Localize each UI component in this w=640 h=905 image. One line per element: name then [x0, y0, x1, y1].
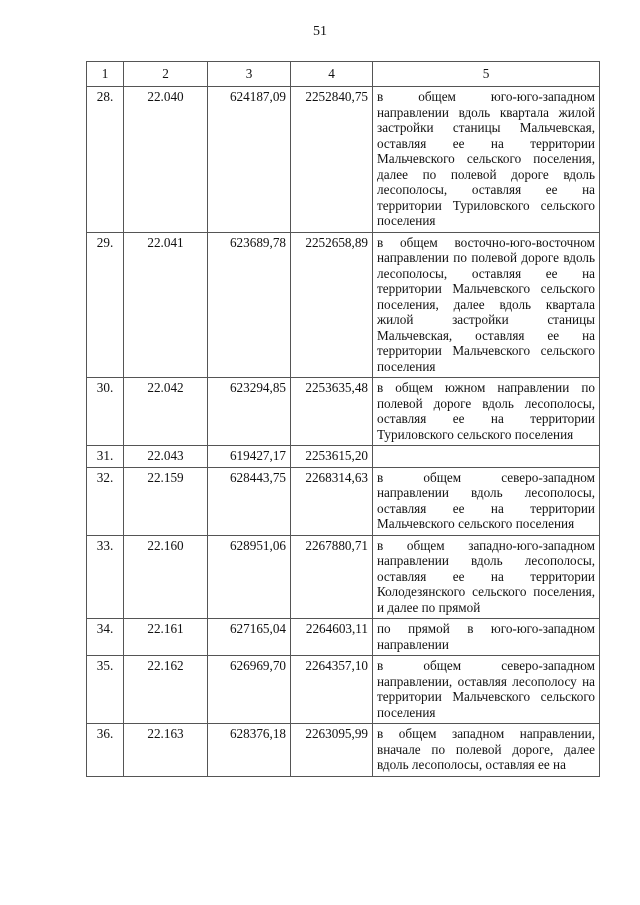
- x-coordinate: 628443,75: [208, 467, 291, 535]
- y-coordinate: 2253635,48: [291, 378, 373, 446]
- column-header-number: 1: [87, 62, 124, 87]
- boundary-description: [373, 446, 600, 468]
- table-row: [87, 378, 600, 446]
- y-coordinate: 2268314,63: [291, 467, 373, 535]
- x-coordinate: 627165,04: [208, 619, 291, 656]
- boundary-description: в общем северо-западном направлении, оставляя лесополосу на территории Мальчевского сельского поселения: [373, 656, 600, 724]
- row-number: 31.: [87, 446, 124, 468]
- column-header-x-coordinate: 3: [208, 62, 291, 87]
- column-header-description: 5: [373, 62, 600, 87]
- row-number: 30.: [87, 378, 124, 446]
- x-coordinate: 623294,85: [208, 378, 291, 446]
- table-row: [87, 467, 600, 535]
- row-number: 33.: [87, 535, 124, 619]
- boundary-description: в общем южном направлении по полевой дороге вдоль лесополосы, оставляя ее на территории Туриловского сельского поселения: [373, 378, 600, 446]
- table-row: [87, 232, 600, 378]
- y-coordinate: 2267880,71: [291, 535, 373, 619]
- table-row: [87, 724, 600, 777]
- boundary-description: в общем восточно-юго-восточном направлении по полевой дороге вдоль лесополосы, оставляя ее на территории Мальчевского сельского поселения, далее вдоль квартала жилой застройки станицы Мальчевская, оставляя ее на территории Мальчевского сельского поселения: [373, 232, 600, 378]
- y-coordinate: 2264603,11: [291, 619, 373, 656]
- column-header-y-coordinate: 4: [291, 62, 373, 87]
- point-code: 22.162: [124, 656, 208, 724]
- boundary-description: в общем северо-западном направлении вдоль лесополосы, оставляя ее на территории Мальчевского сельского поселения: [373, 467, 600, 535]
- x-coordinate: 626969,70: [208, 656, 291, 724]
- boundary-description: в общем западно-юго-западном направлении вдоль лесополосы, оставляя ее на территории Колодезянского сельского поселения, и далее по прямой: [373, 535, 600, 619]
- table-row: [87, 535, 600, 619]
- boundary-description: в общем юго-юго-западном направлении вдоль квартала жилой застройки станицы Мальчевская, оставляя ее на территории Мальчевского сельского поселения, далее по полевой дороге вдоль лесополосы, оставляя ее на территории Туриловского сельского поселения: [373, 87, 600, 233]
- point-code: 22.161: [124, 619, 208, 656]
- column-header-point-code: 2: [124, 62, 208, 87]
- row-number: 28.: [87, 87, 124, 233]
- row-number: 29.: [87, 232, 124, 378]
- y-coordinate: 2253615,20: [291, 446, 373, 468]
- boundary-description: по прямой в юго-юго-западном направлении: [373, 619, 600, 656]
- table-row: [87, 619, 600, 656]
- x-coordinate: 628951,06: [208, 535, 291, 619]
- point-code: 22.040: [124, 87, 208, 233]
- table-row: [87, 656, 600, 724]
- table-header-row: [87, 62, 600, 87]
- row-number: 36.: [87, 724, 124, 777]
- point-code: 22.163: [124, 724, 208, 777]
- table-row: [87, 87, 600, 233]
- row-number: 35.: [87, 656, 124, 724]
- y-coordinate: 2252840,75: [291, 87, 373, 233]
- x-coordinate: 624187,09: [208, 87, 291, 233]
- y-coordinate: 2252658,89: [291, 232, 373, 378]
- row-number: 34.: [87, 619, 124, 656]
- point-code: 22.041: [124, 232, 208, 378]
- point-code: 22.160: [124, 535, 208, 619]
- x-coordinate: 619427,17: [208, 446, 291, 468]
- point-code: 22.159: [124, 467, 208, 535]
- table-row: [87, 446, 600, 468]
- x-coordinate: 623689,78: [208, 232, 291, 378]
- y-coordinate: 2263095,99: [291, 724, 373, 777]
- page-number: 51: [313, 24, 327, 39]
- boundary-description: в общем западном направлении, вначале по полевой дороге, далее вдоль лесополосы, оставляя ее на: [373, 724, 600, 777]
- x-coordinate: 628376,18: [208, 724, 291, 777]
- point-code: 22.042: [124, 378, 208, 446]
- row-number: 32.: [87, 467, 124, 535]
- point-code: 22.043: [124, 446, 208, 468]
- boundary-points-table: [86, 61, 600, 777]
- y-coordinate: 2264357,10: [291, 656, 373, 724]
